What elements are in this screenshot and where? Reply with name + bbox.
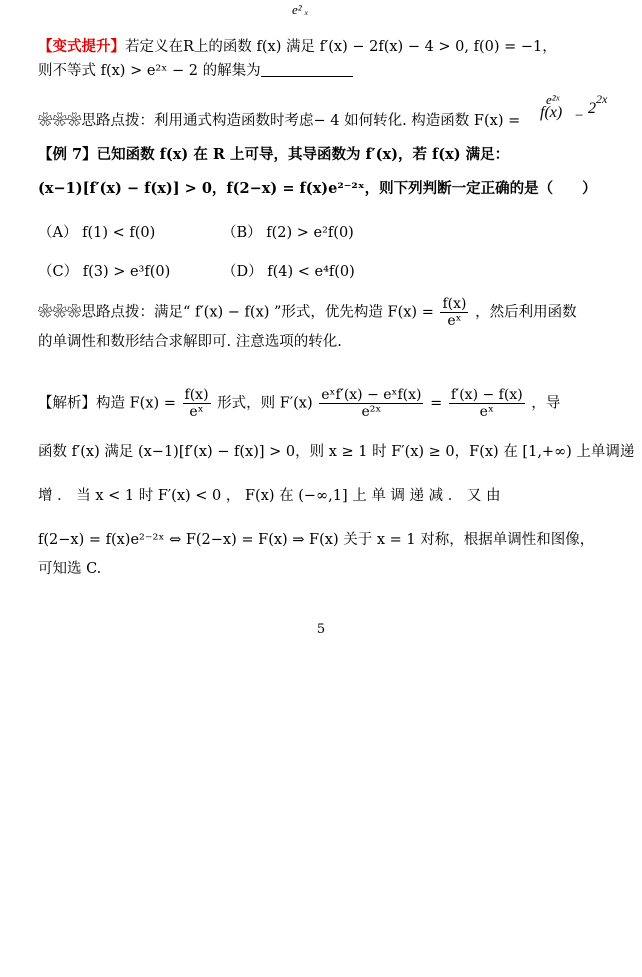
solution-frac3-num: f′(x) − f(x)	[450, 387, 523, 403]
solution-frac1-num: f(x)	[184, 387, 209, 403]
solution-frac-2	[319, 387, 423, 420]
variant-question: 则不等式 f(x) > e²ˣ − 2 的解集为	[38, 63, 261, 79]
hint1-overlay-num: e²ˣ	[546, 92, 560, 107]
hint2-fraction	[440, 296, 468, 329]
hint1-overlay-e2x: 2x	[596, 92, 608, 106]
solution-line-3: 增 ． 当 x < 1 时 F′(x) < 0 ， F(x) 在 (−∞,1] 上 单 调 递 减 ． 又 由	[38, 488, 501, 504]
page-number: 5	[316, 622, 326, 637]
solution-frac-3	[449, 387, 525, 420]
hint-2-line-2: 的单调性和数形结合求解即可. 注意选项的转化.	[38, 334, 342, 350]
hint1-overlay-minus: −	[574, 108, 585, 124]
example7-line-1: 【例 7】已知函数 f(x) 在 R 上可导，其导函数为 f′(x)，若 f(x) 满足：	[38, 146, 510, 163]
solution-line-4: f(2−x) = f(x)e²⁻²ˣ ⇔ F(2−x) = F(x) ⇒ F(x) 关于 x = 1 对称，根据单调性和图像，	[38, 532, 595, 548]
solution-line-1	[38, 387, 560, 420]
variant-line-2	[38, 62, 353, 80]
solution-frac-1	[183, 387, 211, 420]
hint2-frac-den: eˣ	[447, 313, 462, 329]
example7-line-2: (x−1)[f′(x) − f(x)] > 0，f(2−x) = f(x)e²⁻²ˣ，则下列判断一定正确的是（ ）	[38, 180, 597, 197]
hint1-overlay-two: 2	[588, 100, 596, 117]
solution-frac2-num: eˣf′(x) − eˣf(x)	[321, 387, 422, 403]
hint2-pre: ❀❀❀思路点拨：满足“ f′(x) − f(x) ”形式，优先构造 F(x) =	[38, 304, 434, 321]
solution-frac1-den: eˣ	[189, 404, 204, 420]
hint2-post: ，然后利用函数	[475, 304, 577, 321]
solution-frac2-den: e²ˣ	[361, 404, 382, 420]
option-b: （B） f(2) > e²f(0)	[222, 225, 354, 241]
option-c: （C） f(3) > e³f(0)	[38, 264, 171, 280]
top-formula-fragment: e² ₓ	[292, 2, 309, 17]
solution-frac3-den: eˣ	[479, 404, 494, 420]
solution-intro-mid: 形式，则 F′(x)	[217, 395, 313, 412]
hint1-overlay-fx: f(x)	[540, 104, 563, 121]
answer-blank	[261, 62, 353, 77]
solution-intro-pre: 【解析】构造 F(x) =	[38, 395, 176, 412]
variant-line-1	[38, 38, 557, 56]
solution-eq: =	[430, 395, 443, 412]
solution-line-2: 函数 f′(x) 满足 (x−1)[f′(x) − f(x)] > 0，则 x ≥ 1 时 F′(x) ≥ 0，F(x) 在 [1,+∞) 上单调递	[38, 444, 635, 460]
hint-2-line-1	[38, 296, 577, 329]
option-a: （A） f(1) < f(0)	[38, 225, 156, 241]
hint-1: ❀❀❀思路点拨：利用通式构造函数时考虑− 4 如何转化. 构造函数 F(x) =	[38, 113, 521, 129]
solution-intro-post: ，导	[531, 395, 561, 412]
variant-tag: 【变式提升】	[38, 38, 125, 55]
solution-line-5: 可知选 C.	[38, 561, 102, 577]
hint2-frac-num: f(x)	[442, 296, 467, 312]
variant-text: 若定义在R上的函数 f(x) 满足 f′(x) − 2f(x) − 4 > 0, f(0) = −1，	[125, 39, 557, 55]
option-d: （D） f(4) < e⁴f(0)	[222, 264, 355, 280]
